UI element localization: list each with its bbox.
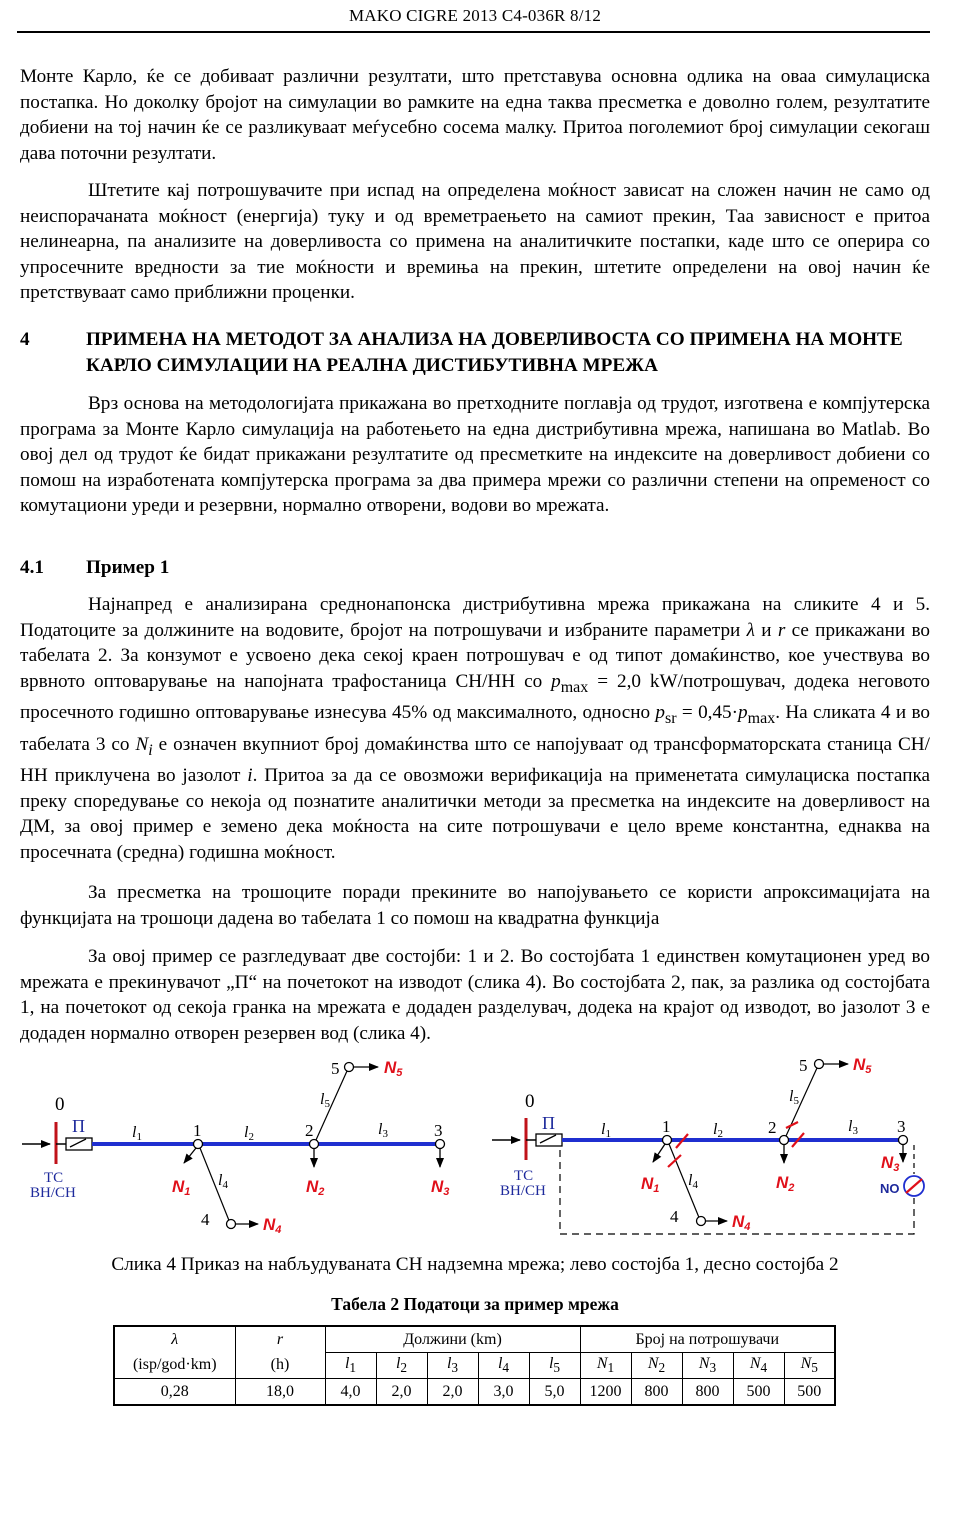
header-lengths: Должини (km)	[325, 1326, 580, 1353]
header-l2: $l_2$	[376, 1353, 427, 1379]
n5-label-2: N5	[853, 1055, 872, 1076]
table-header-row	[114, 1326, 835, 1353]
node-1-label-2: 1	[662, 1117, 671, 1136]
paragraph-4: Најнапред е анализирана среднонапонска дистрибутивна мрежа прикажана на сликите 4 и 5. Податоците за должините на водовите, бројот на потрошувачи и избраните параметри λ и r се прикажани во табелата 2. За конзумот е усвоено дека секој краен потрошувач е од типот домаќинство, кое учествува во врвното оптоварување на напојната трафостаница СН/НН со $p_{max} = 2,0$ kW/потрошувач, додека неговото просечното годишно оптоварување изнесува 45% од максималното, односно $p_{sr} = 0,45\cdot p_{max}$. На сликата 4 и во табелата 3 со $N_i$ е означен вкупниот број домаќинства што се напојуваат од трансформаторската станица СН/НН приклучена во јазолот i. Притоа за да се овозможи верификација на применетата симулациска постапка преку споредување со некоја од познатите аналитички методи за пресметка на индексите на доверливост на ДМ, за овој пример е земено дека моќноста на сите потрошувачи е цело време константна, еднаква на просечната (средна) годишна моќност.	[20, 594, 931, 863]
unit-r: (h)	[235, 1353, 325, 1379]
node-3-label-2: 3	[897, 1117, 906, 1136]
node-2-label: 2	[305, 1121, 314, 1140]
paragraph-5-block	[20, 880, 930, 931]
node-2-2	[780, 1136, 789, 1145]
l3-label-2: l3	[848, 1118, 858, 1137]
cell-lambda: 0,28	[114, 1379, 235, 1406]
breaker-label-2: П	[542, 1113, 555, 1133]
diagram-state-1	[22, 1058, 449, 1236]
paragraph-1-block	[20, 64, 930, 166]
data-table	[113, 1325, 836, 1406]
network-figure	[0, 1048, 978, 1248]
node-1-label: 1	[193, 1121, 202, 1140]
paragraph-4-block	[20, 592, 930, 865]
diagram-state-2	[492, 1055, 924, 1234]
breaker-contact	[70, 1139, 86, 1147]
n1-label-2: N1	[641, 1174, 660, 1195]
vnsn-label: ВН/СН	[30, 1185, 76, 1201]
header-r: r	[235, 1326, 325, 1353]
paragraph-5: За пресметка на трошоците поради прекините во напојувањето се користи апроксимацијата на функцијата на трошоци дадена во табелата 1 со помош на квадратна функција	[20, 882, 930, 929]
paragraph-2: Штетите кај потрошувачите при испад на определена моќност зависат на сложен начин не само од неиспорачаната моќност (енергија) туку и од времетраењето на самиот прекин, Таа зависност е притоа нелинеарна, па анализите на доверливоста со примена на аналитичките постапки, каде што се оперира со упросечните вредности за тие моќности и времиња на прекин, штетите определени на овој начин ќе претствуваат само приближни проценки.	[20, 180, 930, 304]
node-4-label: 4	[201, 1210, 210, 1229]
n1-label: N1	[172, 1177, 191, 1198]
paragraph-6: За овој пример се разгледуваат две состојби: 1 и 2. Во состојбата 1 единствен комутационен уред во мрежата е прекинувачот „П“ на почетокот на изводот (слика 4). Во состојбата 2, пак, за разлика од состојбата 1, на почетокот од секоја гранка на мрежата е додаден разделувач, додека на крајот од изводот, во јазолот 3 е додаден нормално отворен резервен вод (слика 4).	[20, 946, 930, 1044]
node-3-label: 3	[434, 1121, 443, 1140]
node-2-label-2: 2	[768, 1118, 777, 1137]
node-3	[436, 1140, 445, 1149]
table-caption: Табела 2 Податоци за пример мрежа	[331, 1294, 619, 1314]
header-l4: $l_4$	[478, 1353, 529, 1379]
node-5-label: 5	[331, 1059, 340, 1078]
no-label: NO	[880, 1181, 900, 1196]
node-4-2	[697, 1217, 706, 1226]
cell-n4: 500	[733, 1379, 784, 1406]
cell-l3: 2,0	[427, 1379, 478, 1406]
node-5-2	[815, 1060, 824, 1069]
n5-label: N5	[384, 1058, 403, 1079]
node-2	[310, 1140, 319, 1149]
l4-label-2: l4	[688, 1172, 698, 1191]
page-header: MAKO CIGRE 2013 C4-036R 8/12	[348, 6, 602, 25]
l5-label: l5	[320, 1091, 330, 1110]
figure-caption: Слика 4 Приказ на набљудуваната СН надземна мрежа; лево состојба 1, десно состојба 2	[111, 1254, 839, 1275]
node-4-label-2: 4	[670, 1207, 679, 1226]
paragraph-3-block	[20, 391, 930, 519]
subsection-number: 4.1	[20, 557, 44, 578]
header-l3: $l_3$	[427, 1353, 478, 1379]
n3-label-2: N3	[881, 1153, 900, 1174]
cell-n1: 1200	[580, 1379, 631, 1406]
section-heading	[20, 327, 930, 378]
header-l1: $l_1$	[325, 1353, 376, 1379]
paragraph-2-block	[20, 178, 930, 306]
header-lambda: λ	[114, 1326, 235, 1353]
breaker-symbol	[66, 1138, 92, 1150]
node-0-label: 0	[55, 1094, 65, 1115]
breaker-symbol-2	[536, 1134, 562, 1146]
header-l5: $l_5$	[529, 1353, 580, 1379]
node-1	[194, 1140, 203, 1149]
n4-label-2: N4	[732, 1212, 751, 1233]
node-3-2	[899, 1136, 908, 1145]
paragraph-1: Монте Карло, ќе се добиваат различни резултати, што претставува основна одлика на оваа симулациска постапка. Но доколку бројот на симулации во рамките на една таква пресметка е доволно голем, резултатите добиени на тој начин ќе се разликуваат меѓусебно сосема малку. Притоа поголемиот број симулации секогаш дава поточни резултати.	[20, 66, 930, 164]
paragraph-6-block	[20, 944, 930, 1046]
cell-n5: 500	[784, 1379, 835, 1406]
cell-l1: 4,0	[325, 1379, 376, 1406]
l4-label: l4	[218, 1172, 228, 1191]
n2-label-2: N2	[776, 1173, 795, 1194]
ts-label: ТС	[44, 1170, 64, 1186]
n4-label: N4	[263, 1215, 282, 1236]
unit-lambda: (isp/god·km)	[114, 1353, 235, 1379]
vnsn-label-2: ВН/СН	[500, 1183, 546, 1199]
load-n1-arrow-2	[653, 1144, 665, 1162]
cell-r: 18,0	[235, 1379, 325, 1406]
node-5-label-2: 5	[799, 1056, 808, 1075]
subsection-title: Пример 1	[86, 557, 170, 578]
table-subheader-row	[114, 1353, 835, 1379]
node-1-2	[663, 1136, 672, 1145]
node-5	[345, 1063, 354, 1072]
l2-label-2: l2	[713, 1121, 723, 1140]
section-number: 4	[20, 329, 30, 350]
header-rule	[17, 31, 930, 33]
header-n5: $N_5$	[784, 1353, 835, 1379]
subsection-heading	[20, 555, 930, 581]
cell-n3: 800	[682, 1379, 733, 1406]
cell-l4: 3,0	[478, 1379, 529, 1406]
node-0-label-2: 0	[525, 1091, 535, 1112]
cell-n2: 800	[631, 1379, 682, 1406]
node-4	[227, 1220, 236, 1229]
section-title: ПРИМЕНА НА МЕТОДОТ ЗА АНАЛИЗА НА ДОВЕРЛИВОСТА СО ПРИМЕНА НА МОНТЕ КАРЛО СИМУЛАЦИИ НА РЕАЛНА ДИСТИБУТИВНА МРЕЖА	[86, 329, 903, 376]
load-n1-arrow	[184, 1148, 196, 1163]
header-consumers: Број на потрошувачи	[580, 1326, 835, 1353]
header-n3: $N_3$	[682, 1353, 733, 1379]
l1-label: l1	[132, 1124, 142, 1143]
table-row	[114, 1379, 835, 1406]
cell-l5: 5,0	[529, 1379, 580, 1406]
l5-label-2: l5	[789, 1088, 799, 1107]
l3-label: l3	[378, 1121, 388, 1140]
cell-l2: 2,0	[376, 1379, 427, 1406]
n3-label: N3	[431, 1177, 450, 1198]
ts-label-2: ТС	[514, 1168, 534, 1184]
paragraph-3: Врз основа на методологијата прикажана во претходните поглавја од трудот, изготвена е компјутерска програма за Монте Карло симулација на работењето на една дистрибутивна мрежа, напишана во Matlab. Во овој дел од трудот ќе бидат прикажани резултатите од пресметките на индексите на доверливост добиени со помош на изработената компјутерска програма за два примера мрежи со различни степени на опременост со комутациони уреди и резервни, нормално отворени, водови во мрежата.	[20, 393, 930, 517]
header-n4: $N_4$	[733, 1353, 784, 1379]
breaker-contact-2	[540, 1135, 556, 1143]
breaker-label: П	[72, 1116, 85, 1136]
l1-label-2: l1	[601, 1121, 611, 1140]
n2-label: N2	[306, 1177, 325, 1198]
l2-label: l2	[244, 1124, 254, 1143]
header-n1: $N_1$	[580, 1353, 631, 1379]
header-n2: $N_2$	[631, 1353, 682, 1379]
